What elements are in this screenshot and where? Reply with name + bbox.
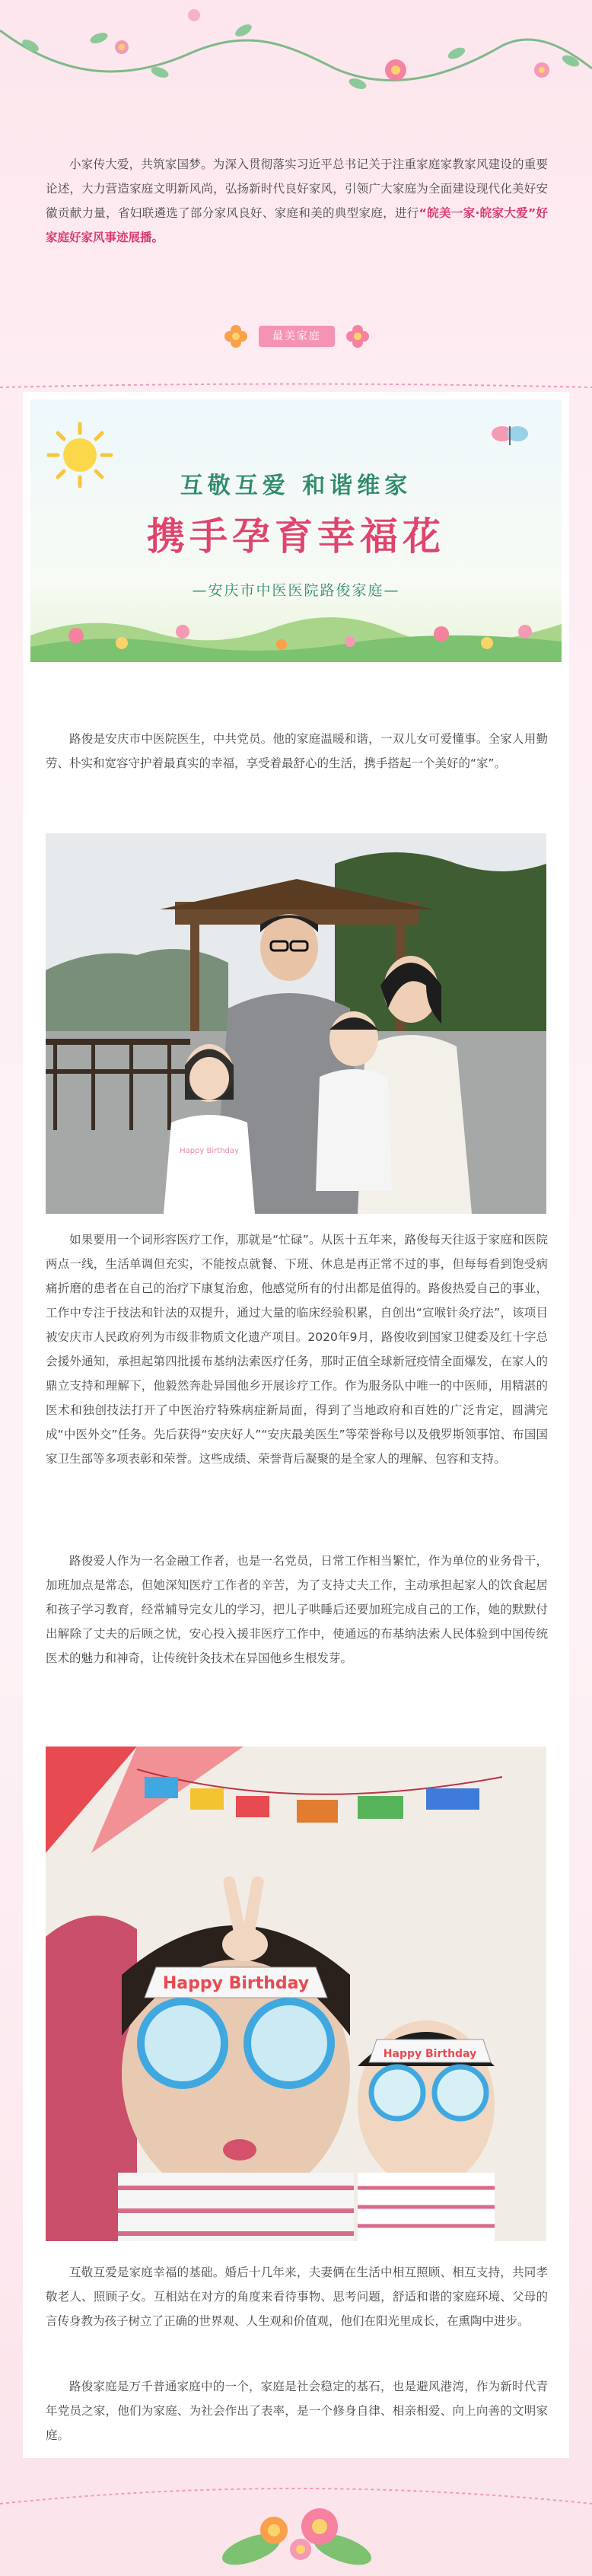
butterfly-icon	[487, 415, 533, 460]
flower-icon	[221, 321, 251, 352]
paragraph: 路俊家庭是万千普通家庭中的一个，家庭是社会稳定的基石，也是避风港湾，作为新时代青年党员之家，他们为家庭、为社会作出了表率，是一个修身自律、相亲相爱、向上向善的文明家庭。	[46, 2380, 548, 2442]
shirt-text: Happy Birthday	[180, 1147, 239, 1155]
content-card	[23, 392, 569, 2458]
paragraph: 路俊爱人作为一名金融工作者，也是一名党员，日常工作相当繁忙，作为单位的业务骨干，加班加点是常态，但她深知医疗工作者的辛苦，为了支持丈夫工作，主动承担起家人的饮食起居和孩子学习教育，经常辅导完女儿的学习，把儿子哄睡后还要加班完成自己的工作，她的默默付出解除了丈夫的后顾之忧，安心投入援非医疗工作中，使通远的布基纳法索人民体验到中国传统医术的魅力和神奇，让传统针灸技术在异国他乡生根发芽。	[46, 1554, 548, 1665]
pink-flower-icon	[534, 62, 549, 78]
family-photo-birthday	[46, 1747, 546, 2241]
flower-icon	[260, 2517, 288, 2544]
family-photo-outdoor	[46, 833, 546, 1214]
flower-icon	[290, 2539, 311, 2560]
section-tag	[221, 318, 373, 355]
banner-flowers-decoration	[30, 590, 562, 662]
top-vine-decoration	[0, 0, 592, 99]
intro-highlight: “皖美一家·皖家大爱”好家庭好家风事迹展播。	[46, 206, 548, 244]
flower-icon	[342, 321, 373, 352]
intro-paragraph	[46, 152, 548, 250]
pink-flower-icon	[188, 9, 200, 21]
title-banner	[30, 400, 562, 662]
glasses-text: Happy Birthday	[162, 1974, 310, 1993]
banner-subtitle: —安庆市中医医院路俊家庭—	[192, 582, 400, 599]
flower-icon	[301, 2508, 338, 2545]
intro-text: 小家传大爱，共筑家国梦。为深入贯彻落实习近平总书记关于注重家庭家教家风建设的重要论述，大力营造家庭文明新风尚，弘扬新时代良好家风，引领广大家庭为全面建设现代化美好安徽贡献力量，省妇联遴选了部分家风良好、家庭和美的典型家庭，进行	[46, 158, 548, 220]
dotted-divider	[0, 382, 592, 393]
pink-flower-icon	[385, 59, 406, 81]
banner-title: 携手孕育幸福花	[147, 514, 445, 559]
bottom-floral-decoration	[0, 2458, 592, 2576]
pink-flower-icon	[115, 40, 129, 54]
paragraph: 如果要用一个词形容医疗工作，那就是“忙碌”。从医十五年来，路俊每天往返于家庭和医院两点一线，生活单调但充实，不能按点就餐、下班、休息是再正常不过的事，但每每看到饱受病痛折磨的患者在自己的治疗下康复治愈，他感觉所有的付出都是值得的。路俊热爱自己的事业，工作中专注于技法和针法的双提升，通过大量的临床经验积累，自创出“宣喉针灸疗法”，该项目被安庆市人民政府列为市级非物质文化遗产项目。2020年9月，路俊收到国家卫健委及红十字总会援外通知，承担起第四批援布基纳法索医疗任务，那时正值全球新冠疫情全面爆发，在家人的鼎立支持和理解下，他毅然奔赴异国他乡开展诊疗工作。作为服务队中唯一的中医师，用精湛的医术和独创技法打开了中医治疗特殊病症新局面，得到了当地政府和百姓的广泛肯定，圆满完成“中医外交”任务。先后获得“安庆好人”“安庆最美医生”等荣誉称号以及俄罗斯领事馆、布国国家卫生部等多项表彰和荣誉。这些成绩、荣誉背后凝聚的是全家人的理解、包容和支持。	[46, 1233, 548, 1466]
glasses-text: Happy Birthday	[383, 2048, 477, 2060]
banner-heading: 互敬互爱 和谐维家	[180, 473, 412, 499]
paragraph: 路俊是安庆市中医院医生，中共党员。他的家庭温暖和谐，一双儿女可爱懂事。全家人用勤劳、朴实和宽容守护着最真实的幸福，享受着最舒心的生活，携手搭起一个美好的“家”。	[46, 732, 548, 770]
section-tag-label: 最美家庭	[259, 326, 335, 347]
paragraph: 互敬互爱是家庭幸福的基础。婚后十几年来，夫妻俩在生活中相互照顾、相互支持，共同孝敬老人、照顾子女。互相站在对方的角度来看待事物、思考问题，舒适和谐的家庭环境、父母的言传身教为孩子树立了正确的世界观、人生观和价值观，他们在阳光里成长，在熏陶中进步。	[46, 2266, 548, 2328]
